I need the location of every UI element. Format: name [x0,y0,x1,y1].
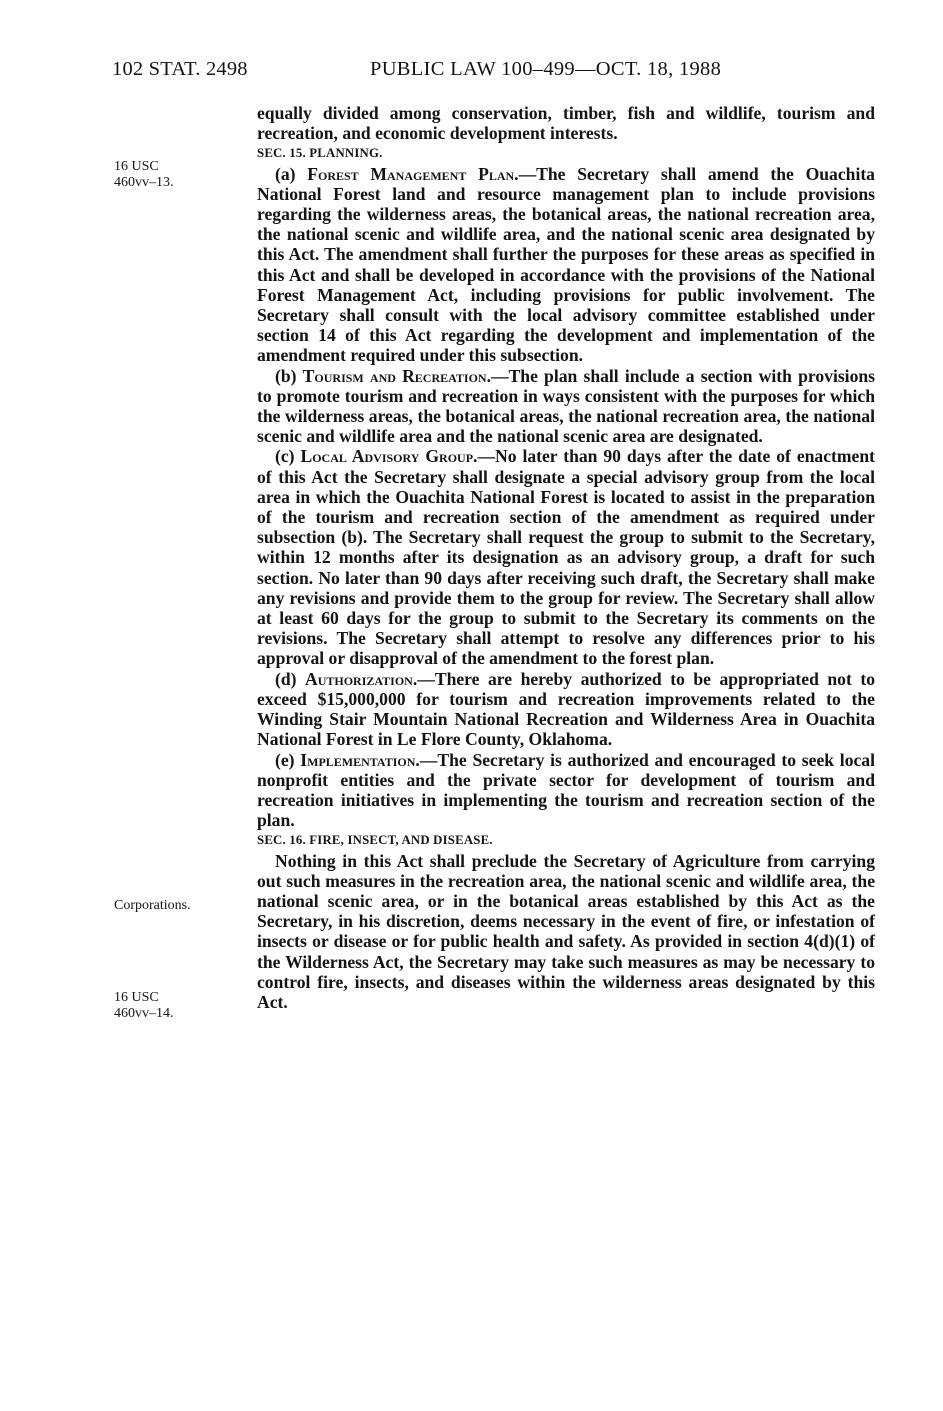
main-text-column [257,103,875,1012]
subsection-caption: Tourism and Recreation. [302,365,491,386]
margin-note-line: 16 USC [114,159,159,174]
margin-note-line: 16 USC [114,990,159,1005]
section-16-heading: SEC. 16. FIRE, INSECT, AND DISEASE. [257,833,493,848]
margin-note-usc-sec16 [114,990,174,1022]
subsection-label: (e) [275,749,301,770]
margin-note-corporations: Corporations. [114,898,191,913]
subsection-caption: Forest Management Plan. [307,163,519,184]
subsection-text: —The plan shall include a section with provisions to promote tourism and recreation in ways consistent with the purposes for which the wilderness areas, the botanical areas, the national recreation area, the national scenic and wildlife area and the national scenic area are designated. [257,365,875,447]
section-16-paragraph: Nothing in this Act shall preclude the Secretary of Agriculture from carrying out such measures in the recreation area, the national scenic and wildlife area, the national scenic area, or in the botanical areas established by this Act as the Secretary, in his discretion, deems necessary in the event of fire, or infestation of insects or disease or for public health and safety. As provided in section 4(d)(1) of the Wilderness Act, the Secretary may take such measures as may be necessary to control fire, insects, and diseases within the wilderness areas designated by this Act. [257,850,875,1012]
subsection-text: —The Secretary is authorized and encouraged to seek local nonprofit entities and the private sector for development of tourism and recreation initiatives in implementing the tourism and recreation section of the plan. [257,749,875,831]
subsection-caption: Implementation. [300,749,420,770]
subsection-text: —There are hereby authorized to be appropriated not to exceed $15,000,000 for tourism and recreation improvements related to the Winding Stair Mountain National Recreation and Wilderness Area in Ouachita National Forest in Le Flore County, Oklahoma. [257,668,875,750]
subsection-label: (b) [275,365,303,386]
subsection-label: (d) [275,668,306,689]
subsection-15b [257,366,875,447]
margin-note-line: 460vv–14. [114,1006,174,1021]
subsection-15a [257,164,875,366]
subsection-text: —The Secretary shall amend the Ouachita National Forest land and resource management plan to include provisions regarding the wilderness areas, the botanical areas, the national recreation area, the national scenic and wildlife area, and the national scenic area designated by this Act. The amendment shall further the purposes for these areas as specified in this Act and shall be developed in accordance with the provisions of the National Forest Management Act, including provisions for public involvement. The Secretary shall consult with the local advisory committee established under section 14 of this Act regarding the development and implementation of the amendment required under this subsection. [257,163,875,366]
subsection-label: (a) [275,163,308,184]
subsection-text: —No later than 90 days after the date of enactment of this Act the Secretary shall designate a special advisory group from the local area in which the Ouachita National Forest is located to assist in the preparation of the tourism and recreation section of the amendment as required under subsection (b). The Secretary shall request the group to submit to the Secretary, within 12 months after its designation as an advisory group, a draft for such section. No later than 90 days after receiving such draft, the Secretary shall make any revisions and provide them to the group for review. The Secretary shall allow at least 60 days for the group to submit to the Secretary its comments on the revisions. The Secretary shall attempt to resolve any differences prior to his approval or disapproval of the amendment to the forest plan. [257,446,875,669]
subsection-15e [257,750,875,831]
continuation-paragraph: equally divided among conservation, timber, fish and wildlife, tourism and recreation, and economic development interests. [257,103,875,144]
public-law-header: PUBLIC LAW 100–499—OCT. 18, 1988 [370,58,722,80]
subsection-label: (c) [275,446,301,467]
subsection-caption: Local Advisory Group. [300,446,478,467]
subsection-caption: Authorization. [305,668,418,689]
stat-page-reference: 102 STAT. 2498 [112,58,248,80]
subsection-15c [257,446,875,668]
margin-note-usc-sec15 [114,159,174,191]
subsection-15d [257,669,875,750]
margin-note-line: 460vv–13. [114,175,174,190]
section-15-heading: SEC. 15. PLANNING. [257,146,383,161]
